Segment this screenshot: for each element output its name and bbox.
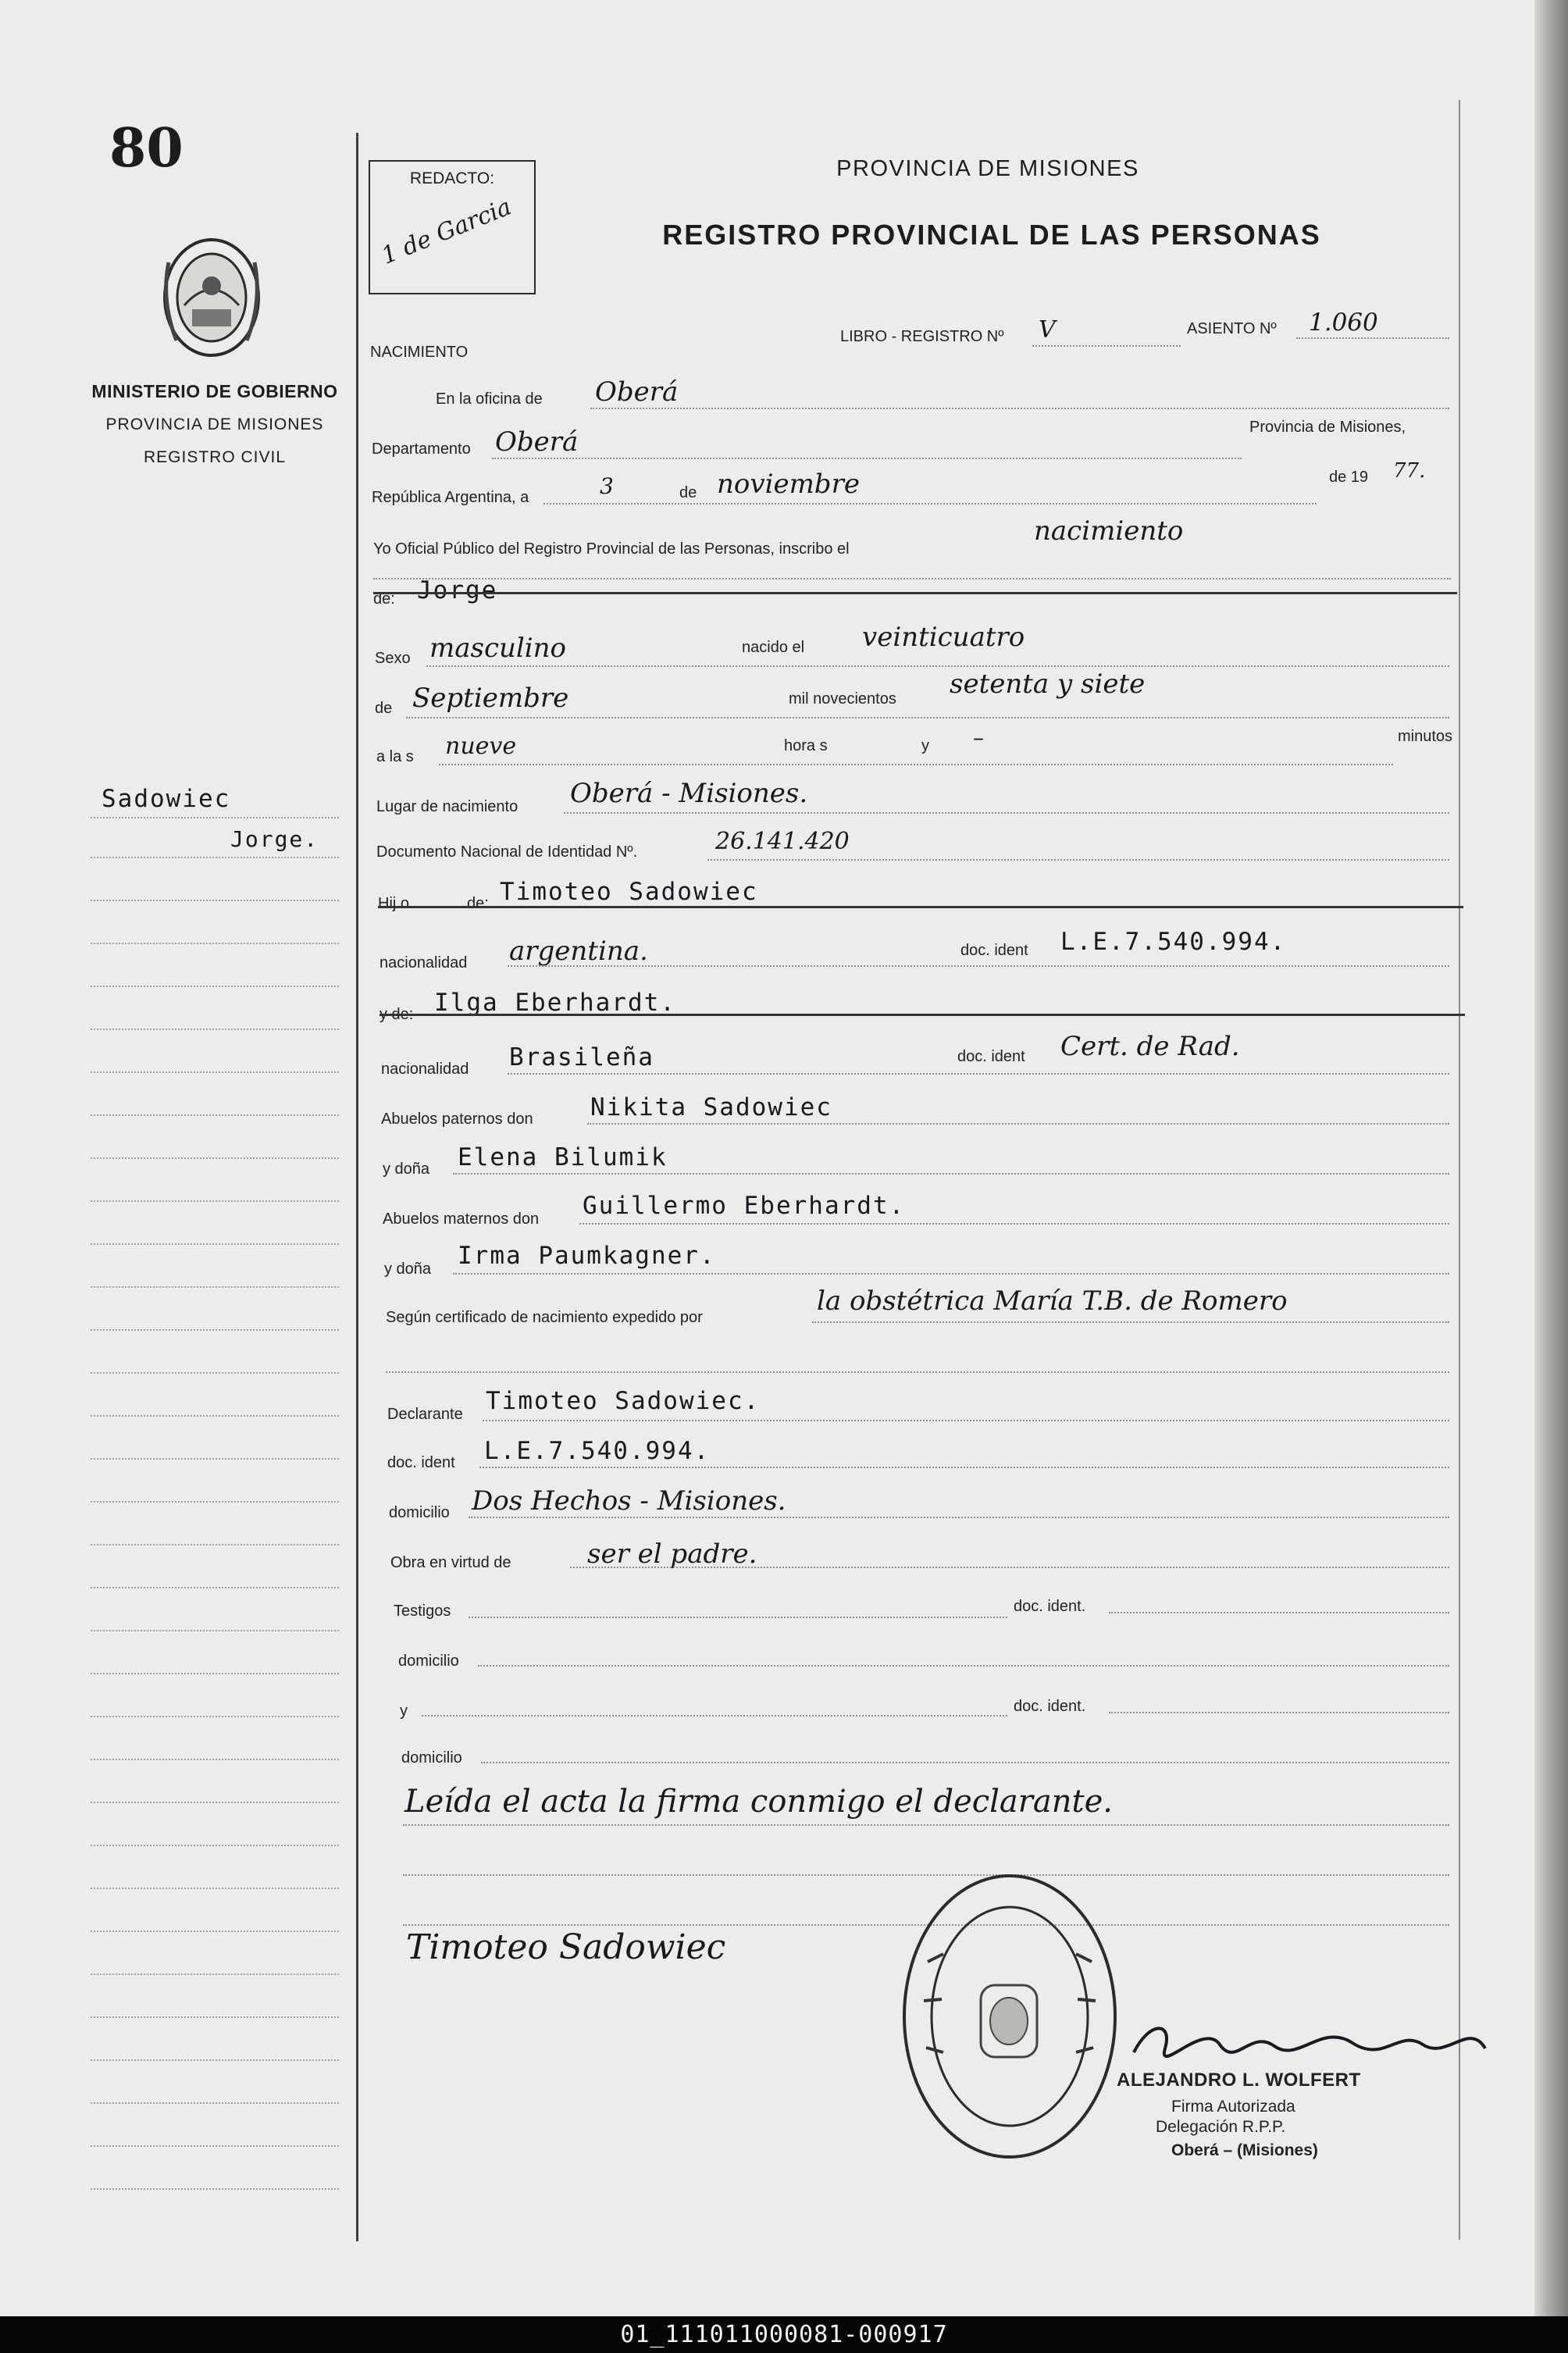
maternal-grandfather-value: Guillermo Eberhardt. [583, 1192, 906, 1220]
margin-rule [91, 1973, 339, 1975]
father-nationality-label: nacionalidad [380, 954, 468, 972]
field-line [812, 1321, 1449, 1323]
birth-year-value: setenta y siete [950, 668, 1146, 700]
mother-nationality-label: nacionalidad [381, 1061, 469, 1078]
name-value: Jorge [417, 576, 498, 604]
field-line [478, 1665, 1449, 1667]
registry-title: REGISTRO PROVINCIAL DE LAS PERSONAS [662, 219, 1321, 251]
testigo2-doc-label: doc. ident. [1014, 1698, 1086, 1715]
field-line [386, 1371, 1449, 1373]
departamento-value: Oberá [495, 426, 579, 458]
margin-rule [91, 2016, 339, 2018]
margin-rule [91, 1802, 339, 1803]
birth-month-label: de [375, 700, 393, 717]
province-subheading: PROVINCIA DE MISIONES [105, 415, 324, 433]
mother-label: y de: [380, 1006, 414, 1023]
margin-rule [91, 1673, 339, 1674]
month-value: noviembre [717, 469, 860, 500]
testigos-doc-label: doc. ident. [1014, 1598, 1086, 1615]
official-role: Firma Autorizada [1171, 2098, 1295, 2116]
paternal-grandmother-label: y doña [383, 1160, 430, 1178]
margin-rule [91, 1458, 339, 1460]
field-line [492, 458, 1242, 459]
lugar-value: Oberá - Misiones. [570, 778, 808, 809]
field-line [469, 1617, 1007, 1618]
margin-note-surname: Sadowiec [102, 785, 231, 813]
field-line [587, 1123, 1449, 1125]
field-line [481, 1762, 1449, 1763]
mother-doc-label: doc. ident [957, 1048, 1025, 1065]
libro-label: LIBRO - REGISTRO Nº [840, 328, 1004, 345]
field-line [403, 1824, 1449, 1826]
field-line [579, 1223, 1449, 1225]
margin-rule [91, 1759, 339, 1760]
dni-value: 26.141.420 [715, 828, 850, 855]
field-line [707, 859, 1449, 861]
domicilio-value: Dos Hechos - Misiones. [472, 1485, 786, 1517]
mother-nationality-value: Brasileña [509, 1043, 654, 1071]
field-line [453, 1273, 1449, 1275]
segun-label: Según certificado de nacimiento expedido por [386, 1309, 703, 1326]
testigos-label: Testigos [394, 1603, 451, 1620]
official-name: ALEJANDRO L. WOLFERT [1117, 2070, 1361, 2091]
field-line [479, 1467, 1449, 1468]
hijo-de-label: de: [467, 895, 489, 912]
margin-rule [91, 1501, 339, 1503]
declarante-value: Timoteo Sadowiec. [486, 1387, 761, 1415]
field-line [483, 1420, 1449, 1421]
maternal-grandparents-label: Abuelos maternos don [383, 1210, 540, 1228]
declarante-doc-label: doc. ident [387, 1454, 455, 1471]
margin-rule [91, 943, 339, 944]
field-line [469, 1517, 1449, 1518]
republica-label: República Argentina, a [372, 489, 529, 506]
mother-value: Ilga Eberhardt. [434, 989, 676, 1017]
field-line [439, 764, 1393, 765]
field-line [1032, 345, 1181, 347]
civil-registry-subheading: REGISTRO CIVIL [143, 448, 287, 466]
field-line [570, 1567, 1449, 1568]
margin-rule [91, 1329, 339, 1331]
field-line [564, 812, 1449, 814]
column-divider [356, 133, 358, 2241]
margin-rule [91, 1372, 339, 1374]
year-label: de 19 [1329, 469, 1369, 486]
dni-label: Documento Nacional de Identidad Nº. [376, 843, 638, 861]
page-number: 80 [109, 117, 184, 180]
obra-value: ser el padre. [587, 1538, 757, 1570]
margin-rule [91, 1587, 339, 1588]
margin-rule [91, 1071, 339, 1073]
field-line [406, 717, 1449, 718]
de-label: de [679, 484, 697, 501]
margin-rule [91, 2102, 339, 2104]
closing-text: Leída el acta la firma conmigo el declarante. [404, 1784, 1113, 1820]
field-line [543, 503, 1317, 504]
declarant-signature: Timoteo Sadowiec [406, 1927, 726, 1967]
domicilio-label: domicilio [389, 1504, 450, 1521]
asiento-value: 1.060 [1309, 308, 1378, 337]
oficina-label: En la oficina de [436, 390, 543, 408]
name-label: de: [373, 590, 395, 608]
field-line [590, 408, 1449, 409]
provincia-suffix: Provincia de Misiones, [1249, 419, 1406, 436]
redacto-value: 1 de Garcia [377, 193, 515, 270]
margin-rule [91, 1157, 339, 1159]
hour-value: nueve [445, 733, 517, 760]
section-rule [378, 906, 1463, 908]
father-nationality-value: argentina. [509, 936, 648, 967]
margin-rule [91, 1630, 339, 1631]
mil-label: mil novecientos [789, 690, 896, 708]
horas-label: hora s [784, 737, 828, 754]
lugar-label: Lugar de nacimiento [376, 798, 519, 815]
section-rule [380, 1014, 1465, 1016]
libro-value: V [1039, 316, 1056, 344]
field-line [1109, 1612, 1449, 1613]
margin-rule [91, 1114, 339, 1116]
field-line [508, 1073, 1449, 1075]
margin-rule [91, 1931, 339, 1932]
mother-doc-value: Cert. de Rad. [1060, 1031, 1240, 1062]
y-label: y [921, 737, 929, 754]
field-line [1109, 1712, 1449, 1713]
oficina-value: Oberá [595, 376, 679, 408]
minutos-label: minutos [1398, 728, 1453, 745]
oficial-value: nacimiento [1034, 515, 1184, 547]
father-value: Timoteo Sadowiec [500, 878, 758, 906]
testigo1-domicilio-label: domicilio [398, 1652, 459, 1670]
margin-note-name: Jorge. [230, 826, 319, 852]
margin-rule [91, 2188, 339, 2190]
father-doc-value: L.E.7.540.994. [1060, 928, 1287, 956]
field-line [373, 578, 1451, 579]
year-value: 77. [1393, 459, 1426, 483]
paternal-grandfather-value: Nikita Sadowiec [590, 1093, 832, 1121]
nacido-label: nacido el [742, 639, 805, 656]
margin-rule [91, 857, 339, 858]
redacto-label: REDACTO: [409, 169, 495, 187]
hijo-label: Hij o [378, 895, 410, 912]
official-place: Oberá – (Misiones) [1171, 2141, 1318, 2159]
field-line [1296, 337, 1449, 339]
margin-rule [91, 1716, 339, 1717]
declarante-label: Declarante [387, 1406, 463, 1423]
margin-rule [91, 1845, 339, 1846]
ministry-heading: MINISTERIO DE GOBIERNO [91, 381, 338, 401]
segun-value: la obstétrica María T.B. de Romero [817, 1285, 1288, 1317]
margin-rule [91, 2059, 339, 2061]
margin-rule [91, 1415, 339, 1417]
sexo-label: Sexo [375, 650, 411, 667]
a-las-label: a la s [376, 748, 414, 765]
section-rule [373, 592, 1457, 594]
act-type-label: NACIMIENTO [370, 344, 469, 361]
declarante-doc-value: L.E.7.540.994. [484, 1437, 711, 1465]
obra-label: Obra en virtud de [390, 1554, 511, 1571]
margin-rule [91, 1286, 339, 1288]
registry-seal-stamp-icon [896, 1868, 1123, 2165]
page-border [1459, 100, 1460, 2240]
margin-rule [91, 1200, 339, 1202]
maternal-grandmother-value: Irma Paumkagner. [458, 1242, 716, 1270]
margin-rule [91, 1544, 339, 1545]
asiento-label: ASIENTO Nº [1187, 320, 1277, 337]
birth-month-value: Septiembre [412, 683, 569, 714]
field-line [508, 965, 1449, 967]
father-doc-label: doc. ident [960, 942, 1028, 959]
margin-rule [91, 2145, 339, 2147]
margin-rule [91, 1029, 339, 1030]
margin-rule [91, 1888, 339, 1889]
paternal-grandparents-label: Abuelos paternos don [381, 1111, 533, 1128]
margin-rule [91, 900, 339, 901]
maternal-grandmother-label: y doña [384, 1260, 432, 1278]
provincial-coat-of-arms-icon [153, 231, 270, 364]
sexo-value: masculino [429, 633, 567, 664]
margin-rule [91, 986, 339, 987]
archive-id: 01_111011000081-000917 [620, 2321, 948, 2348]
minutes-value: – [973, 725, 984, 750]
province-title: PROVINCIA DE MISIONES [836, 156, 1139, 181]
field-line [422, 1715, 1007, 1717]
book-binding-edge [1534, 0, 1568, 2316]
official-signature [1118, 2013, 1501, 2068]
official-delegacion: Delegación R.P.P. [1156, 2118, 1286, 2136]
margin-rule [91, 1243, 339, 1245]
departamento-label: Departamento [372, 440, 471, 458]
paternal-grandmother-value: Elena Bilumik [458, 1143, 668, 1171]
oficial-label: Yo Oficial Público del Registro Provincial de las Personas, inscribo el [373, 540, 850, 558]
day-value: 3 [600, 473, 614, 499]
nacido-value: veinticuatro [862, 622, 1025, 653]
testigo2-label: y [400, 1702, 408, 1720]
redacto-box [369, 160, 536, 294]
margin-rule [91, 817, 339, 818]
testigo2-domicilio-label: domicilio [401, 1749, 462, 1767]
field-line [426, 665, 1449, 667]
field-line [453, 1173, 1449, 1175]
archive-id-bar [0, 2316, 1568, 2353]
